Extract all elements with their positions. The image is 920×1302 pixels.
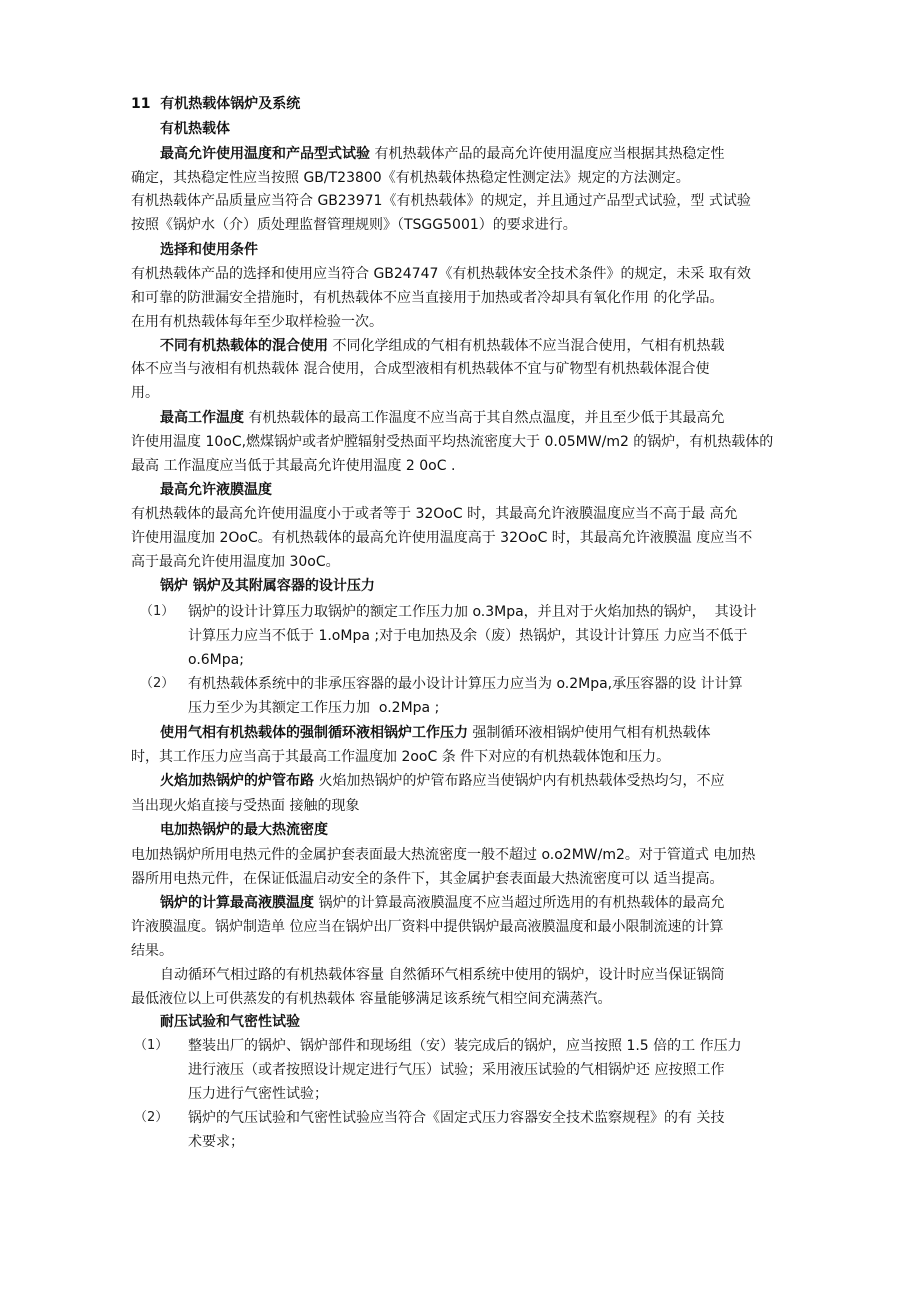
text-line	[131, 797, 359, 815]
text-line	[131, 457, 455, 475]
body-text-run: 强制循环液相锅炉使用气相有机热载体	[468, 725, 711, 741]
bold-heading-run: 选择和使用条件	[160, 242, 258, 258]
body-text-run: 许液膜温度。锅炉制造单 位应当在锅炉出厂资料中提供锅炉最高液膜温度和最小限制流速的计算	[131, 919, 724, 935]
body-text-run: 许使用温度加 2OoC。有机热载体的最高允许使用温度高于 32OoC 时，其最高允许液膜温 度应当不	[131, 530, 753, 546]
body-text-run: 用。	[131, 385, 159, 401]
text-line	[131, 265, 751, 283]
body-text-run: 体不应当与液相有机热载体 混合使用，合成型液相有机热载体不宜与矿物型有机热载体混合使	[131, 361, 710, 377]
body-text-run: 锅炉的计算最高液膜温度不应当超过所选用的有机热载体的最高允	[314, 895, 725, 911]
text-line	[188, 627, 748, 645]
body-text-run: 计算压力应当不低于 1.oMpa ;对于电加热及余（废）热锅炉，其设计计算压 力应当不低于	[188, 628, 748, 644]
bold-heading-run: 有机热载体	[160, 121, 230, 137]
text-line	[131, 529, 752, 547]
body-text-run: 在用有机热载体每年至少取样检验一次。	[131, 314, 383, 330]
body-text-run: 最高 工作温度应当低于其最高允许使用温度 2 0oC .	[131, 458, 456, 474]
bold-heading-run: 锅炉 锅炉及其附属容器的设计压力	[160, 578, 375, 594]
text-line	[188, 1061, 724, 1079]
text-line	[160, 724, 710, 742]
text-line	[131, 846, 755, 864]
body-text-run: 按照《锅炉水（介）质处理监督管理规则》（TSGG5001）的要求进行。	[131, 217, 577, 233]
body-text-run: 有机热载体产品的最高允许使用温度应当根据其热稳定性	[370, 146, 725, 162]
text-line	[188, 1109, 724, 1127]
bold-heading-run: 使用气相有机热载体的强制循环液相锅炉工作压力	[160, 725, 468, 741]
body-text-run: o.6Mpa;	[188, 652, 244, 668]
body-text-run: 有机热载体产品的选择和使用应当符合 GB24747《有机热载体安全技术条件》的规定，未采 取有效	[131, 266, 751, 282]
text-line	[131, 289, 723, 307]
body-text-run: 锅炉的设计计算压力取锅炉的额定工作压力加 o.3Mpa，并且对于火焰加热的锅炉， 其设计	[188, 604, 757, 620]
body-text-run: 有机热载体的最高允许使用温度小于或者等于 32OoC 时，其最高允许液膜温度应当不高于最 高允	[131, 506, 738, 522]
body-text-run: 器所用电热元件，在保证低温启动安全的条件下，其金属护套表面最大热流密度可以 适当提高。	[131, 871, 724, 887]
body-text-run: 高于最高允许使用温度加 30oC。	[131, 554, 340, 570]
body-text-run: 和可靠的防泄漏安全措施时，有机热载体不应当直接用于加热或者冷却具有氧化作用 的化学品。	[131, 290, 724, 306]
text-line	[160, 337, 724, 355]
bold-heading-run: 最高允许使用温度和产品型式试验	[160, 146, 370, 162]
section-heading	[160, 120, 230, 138]
text-line	[188, 1037, 742, 1055]
text-line	[131, 553, 340, 571]
text-line	[131, 384, 159, 402]
text-line	[131, 918, 723, 936]
text-line	[160, 966, 724, 984]
section-heading	[160, 241, 258, 259]
text-line	[131, 990, 611, 1008]
body-text-run: 自动循环气相过路的有机热载体容量 自然循环气相系统中使用的锅炉，设计时应当保证锅筒	[160, 967, 725, 983]
text-line	[188, 1085, 328, 1103]
body-text-run: 最低液位以上可供蒸发的有机热载体 容量能够满足该系统气相空间充满蒸汽。	[131, 991, 612, 1007]
section-heading	[160, 577, 375, 595]
bold-heading-run: 锅炉的计算最高液膜温度	[160, 895, 314, 911]
body-text-run: 进行液压（或者按照设计规定进行气压）试验；采用液压试验的气相锅炉还 应按照工作	[188, 1062, 725, 1078]
body-text-run: 时，其工作压力应当高于其最高工作温度加 2ooC 条 件下对应的有机热载体饱和压力。	[131, 749, 671, 765]
section-heading	[160, 821, 328, 839]
text-line	[131, 192, 751, 210]
list-marker: （2）	[140, 676, 175, 691]
text-line	[131, 216, 577, 234]
text-line	[160, 894, 724, 912]
text-line	[188, 603, 757, 621]
text-line	[188, 1133, 244, 1151]
bold-heading-run: 火焰加热锅炉的炉管布路	[160, 773, 314, 789]
body-text-run: 整装出厂的锅炉、锅炉部件和现场组（安）装完成后的锅炉，应当按照 1.5 倍的工 作压力	[188, 1038, 742, 1054]
list-marker: （1）	[134, 1038, 169, 1053]
text-line	[131, 169, 690, 187]
list-marker: （1）	[140, 604, 175, 619]
section-heading	[160, 1013, 300, 1031]
body-text-run: 有机热载体系统中的非承压容器的最小设计计算压力应当为 o.2Mpa,承压容器的设 计计算	[188, 676, 743, 692]
bold-heading-run: 最高工作温度	[160, 410, 244, 426]
body-text-run: 不同化学组成的气相有机热载体不应当混合使用，气相有机热载	[328, 338, 725, 354]
bold-heading-run: 最高允许液膜温度	[160, 482, 272, 498]
body-text-run: 压力至少为其额定工作压力加 o.2Mpa ;	[188, 700, 440, 716]
body-text-run: 许使用温度 10oC,燃煤锅炉或者炉膛辐射受热面平均热流密度大于 0.05MW/m2 的锅炉，有机热载体的	[131, 434, 774, 450]
text-line	[131, 505, 738, 523]
body-text-run: 术要求；	[188, 1134, 244, 1150]
body-text-run: 锅炉的气压试验和气密性试验应当符合《固定式压力容器安全技术监察规程》的有 关技	[188, 1110, 725, 1126]
text-line	[131, 748, 670, 766]
text-line	[160, 145, 724, 163]
text-line	[131, 433, 773, 451]
text-line	[131, 942, 173, 960]
text-line	[131, 313, 383, 331]
body-text-run: 确定，其热稳定性应当按照 GB/T23800《有机热载体热稳定性测定法》规定的方法测定。	[131, 170, 690, 186]
text-line	[188, 699, 439, 717]
body-text-run: 结果。	[131, 943, 173, 959]
body-text-run: 压力进行气密性试验；	[188, 1086, 328, 1102]
text-line	[160, 409, 724, 427]
text-line	[188, 651, 244, 669]
body-text-run: 电加热锅炉所用电热元件的金属护套表面最大热流密度一般不超过 o.o2MW/m2。对于管道式 电加热	[131, 847, 756, 863]
body-text-run: 有机热载体的最高工作温度不应当高于其自然点温度，并且至少低于其最高允	[244, 410, 725, 426]
text-line	[188, 675, 743, 693]
bold-heading-run: 不同有机热载体的混合使用	[160, 338, 328, 354]
body-text-run: 当出现火焰直接与受热面 接触的现象	[131, 798, 360, 814]
text-line	[131, 360, 709, 378]
text-line	[160, 772, 724, 790]
bold-heading-run: 11 有机热载体锅炉及系统	[131, 96, 301, 112]
body-text-run: 火焰加热锅炉的炉管布路应当使锅炉内有机热载体受热均匀，不应	[314, 773, 725, 789]
body-text-run: 有机热载体产品质量应当符合 GB23971《有机热载体》的规定，并且通过产品型式试验，型 式试验	[131, 193, 751, 209]
bold-heading-run: 电加热锅炉的最大热流密度	[160, 822, 328, 838]
section-heading	[160, 481, 272, 499]
text-line	[131, 870, 723, 888]
list-marker: （2）	[134, 1110, 169, 1125]
section-heading	[131, 95, 300, 113]
bold-heading-run: 耐压试验和气密性试验	[160, 1014, 300, 1030]
